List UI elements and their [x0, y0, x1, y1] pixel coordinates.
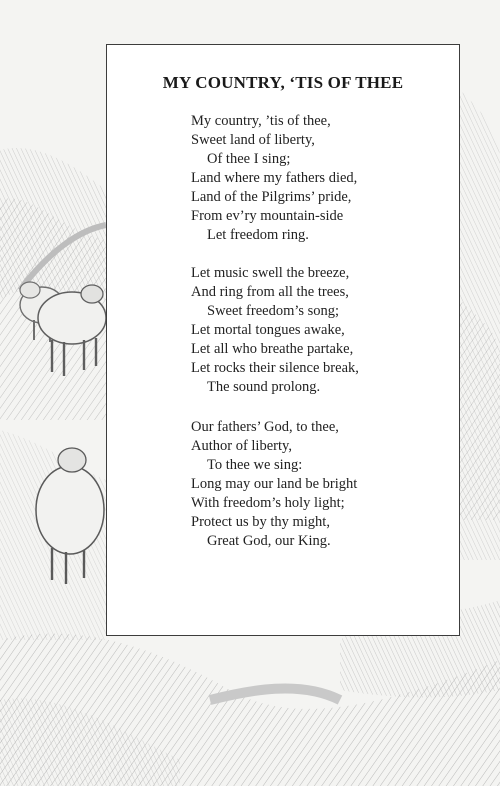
verse-line: Of thee I sing;	[207, 151, 291, 167]
verse-line: Let mortal tongues awake,	[191, 322, 345, 338]
verse-line: The sound prolong.	[207, 379, 321, 395]
verse-line: From ev’ry mountain-side	[191, 208, 344, 224]
poem-panel	[106, 44, 460, 636]
verse-line: Our fathers’ God, to thee,	[191, 419, 339, 435]
verse-line: Let freedom ring.	[207, 227, 309, 243]
stanza-1	[191, 112, 453, 245]
verse-line: Sweet freedom’s song;	[207, 303, 340, 319]
verse-line: Protect us by thy might,	[191, 514, 330, 530]
verse-line: Long may our land be bright	[191, 476, 358, 492]
verse-line: Author of liberty,	[191, 438, 292, 454]
verse-line: Land of the Pilgrims’ pride,	[191, 189, 352, 205]
verse-line: With freedom’s holy light;	[191, 495, 345, 511]
poem-title: MY COUNTRY, ‘TIS OF THEE	[162, 73, 404, 92]
verse-line: Let music swell the breeze,	[191, 265, 350, 281]
verse-line: My country, ’tis of thee,	[191, 113, 331, 129]
verse-line: To thee we sing:	[207, 457, 303, 473]
verse-line: Land where my fathers died,	[191, 170, 358, 186]
stanza-2	[191, 264, 453, 397]
verse-line: Sweet land of liberty,	[191, 132, 315, 148]
verse-line: Great God, our King.	[207, 533, 331, 549]
verse-line: Let all who breathe partake,	[191, 341, 354, 357]
stanza-3	[191, 418, 453, 551]
verse-line: Let rocks their silence break,	[191, 360, 359, 376]
verse-line: And ring from all the trees,	[191, 284, 349, 300]
